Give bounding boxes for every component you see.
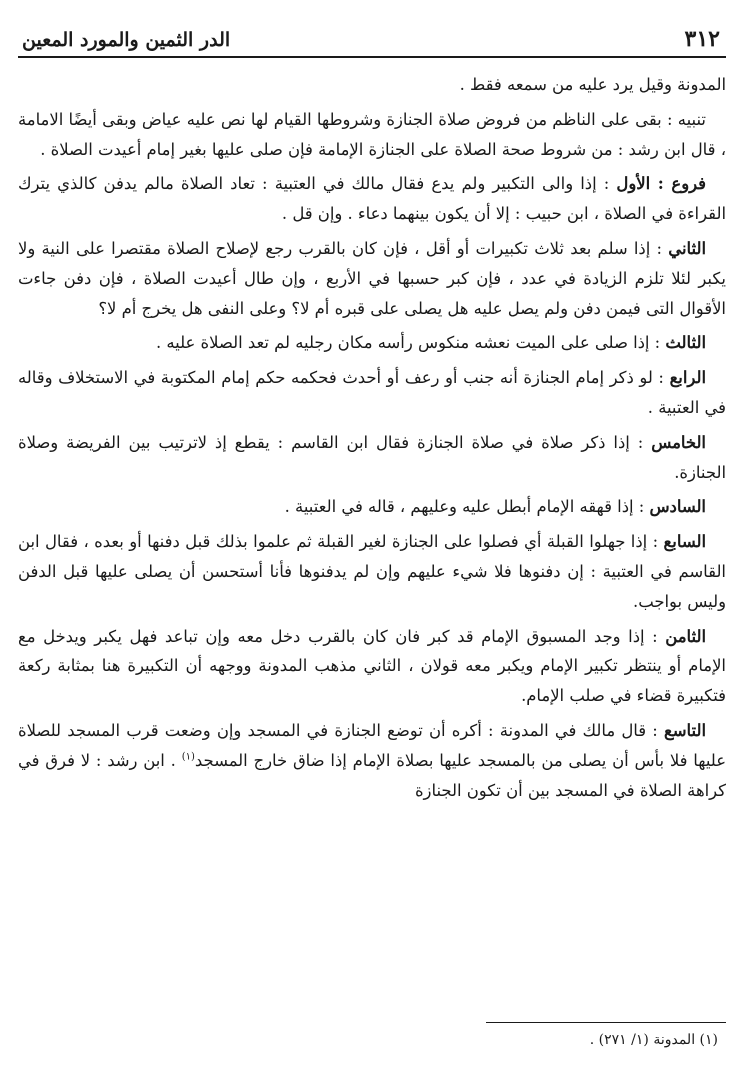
paragraph-text: : إذا قهقه الإمام أبطل عليه وعليهم ، قاله في العتبية . [284,497,650,517]
page-number: ٣١٢ [684,26,720,52]
paragraph-text-continued: . ابن رشد : لا فرق في كراهة الصلاة في المسجد بين أن تكون الجنازة [18,750,726,800]
paragraph-text: : إذا صلى على الميت نعشه منكوس رأسه مكان رجليه لم تعد الصلاة عليه . [155,333,666,353]
paragraph-second [18,234,726,323]
body-text [18,70,726,805]
paragraph-text: المدونة وقيل يرد عليه من سمعه فقط . [459,75,726,94]
paragraph-furu-first [18,169,726,229]
paragraph-continuation [18,70,726,100]
paragraph-text: : إذا جهلوا القبلة أي فصلوا على الجنازة لغير القبلة ثم علموا بذلك قبل دفنها أو بعده ، فقال ابن القاسم في العتبية : إن دفنوها فلا شيء عليهم وإن لم يدفنوها فأنا أستحسن أن يصلى عليها قبل الدفن وليس بواجب. [18,532,726,611]
paragraph-ninth [18,716,726,805]
paragraph-seventh [18,527,726,616]
running-title: الدر الثمين والمورد المعين [22,29,231,51]
paragraph-text: : إذا وجد المسبوق الإمام قد كبر فان كان بالقرب دخل معه وإن تباعد فهل يكبر ويدخل مع الإمام أو ينتظر تكبير الإمام ويكبر معه قولان ، الثاني مذهب المدونة ووجهه أن التكبيرة هنا بمثابة ركعة فتكبيرة قضاء في صلب الإمام. [18,626,726,706]
paragraph-fourth [18,363,726,423]
paragraph-third [18,328,726,358]
paragraph-text: تنبيه : بقى على الناظم من فروض صلاة الجنازة وشروطها القيام لها نص عليه عياض وبقى أيضًا الامامة ، قال ابن رشد : من شروط صحة الصلاة على الجنازة الإمامة فإن صلى عليها بغير إمام أعيدت الصلاة . [18,109,726,159]
paragraph-tanbih [18,105,726,165]
paragraph-fifth [18,428,726,488]
paragraph-heading: الرابع [669,368,706,388]
paragraph-heading: الثاني [668,238,706,258]
footnote-reference[interactable]: (١) [181,751,195,763]
paragraph-eighth [18,622,726,711]
paragraph-text: : لو ذكر إمام الجنازة أنه جنب أو رعف أو أحدث فحكمه حكم إمام المكتوبة في الاستخلاف وقاله في العتبية . [18,368,726,417]
paragraph-sixth [18,492,726,522]
page-header [18,26,726,58]
paragraph-heading: السابع [663,532,706,552]
paragraph-heading: فروع : الأول [616,174,706,194]
paragraph-heading: الثالث [665,333,706,353]
paragraph-text: : إذا والى التكبير ولم يدع فقال مالك في العتبية : تعاد الصلاة مالم يدفن كالذي يترك القراءة في الصلاة ، ابن حبيب : إلا أن يكون بينهما دعاء . وإن قل . [18,174,726,224]
footnote-divider [486,1022,726,1023]
paragraph-heading: الثامن [665,626,706,646]
paragraph-heading: الخامس [651,432,706,452]
paragraph-heading: السادس [649,497,706,517]
book-page [18,26,726,1066]
paragraph-text: : إذا سلم بعد ثلاث تكبيرات أو أقل ، فإن كان بالقرب رجع لإصلاح الصلاة مقتصرا على النية ولا يكبر لئلا تلزم الزيادة في عدد ، فإن كبر حسبها في الأربع ، وإن طال أعيدت الصلاة ، فإن دفن جاءت الأقوال التى فيمن دفن ولم يصل عليه هل يصلى على قبره أم لا؟ وعلى النفى هل يخرج أم لا؟ [18,238,726,318]
paragraph-text: : إذا ذكر صلاة في صلاة الجنازة فقال ابن القاسم : يقطع إذ لاترتيب بين الفريضة وصلاة الجنازة. [18,432,726,482]
paragraph-text: : قال مالك في المدونة : أكره أن توضع الجنازة في المسجد وإن وضعت قرب المسجد للصلاة عليها فلا بأس أن يصلى من بالمسجد عليها بصلاة الإمام إذا ضاق خارج المسجد [18,720,726,770]
paragraph-heading: التاسع [664,720,706,740]
footnote: (١) المدونة (١/ ٢٧١) . [589,1032,718,1048]
